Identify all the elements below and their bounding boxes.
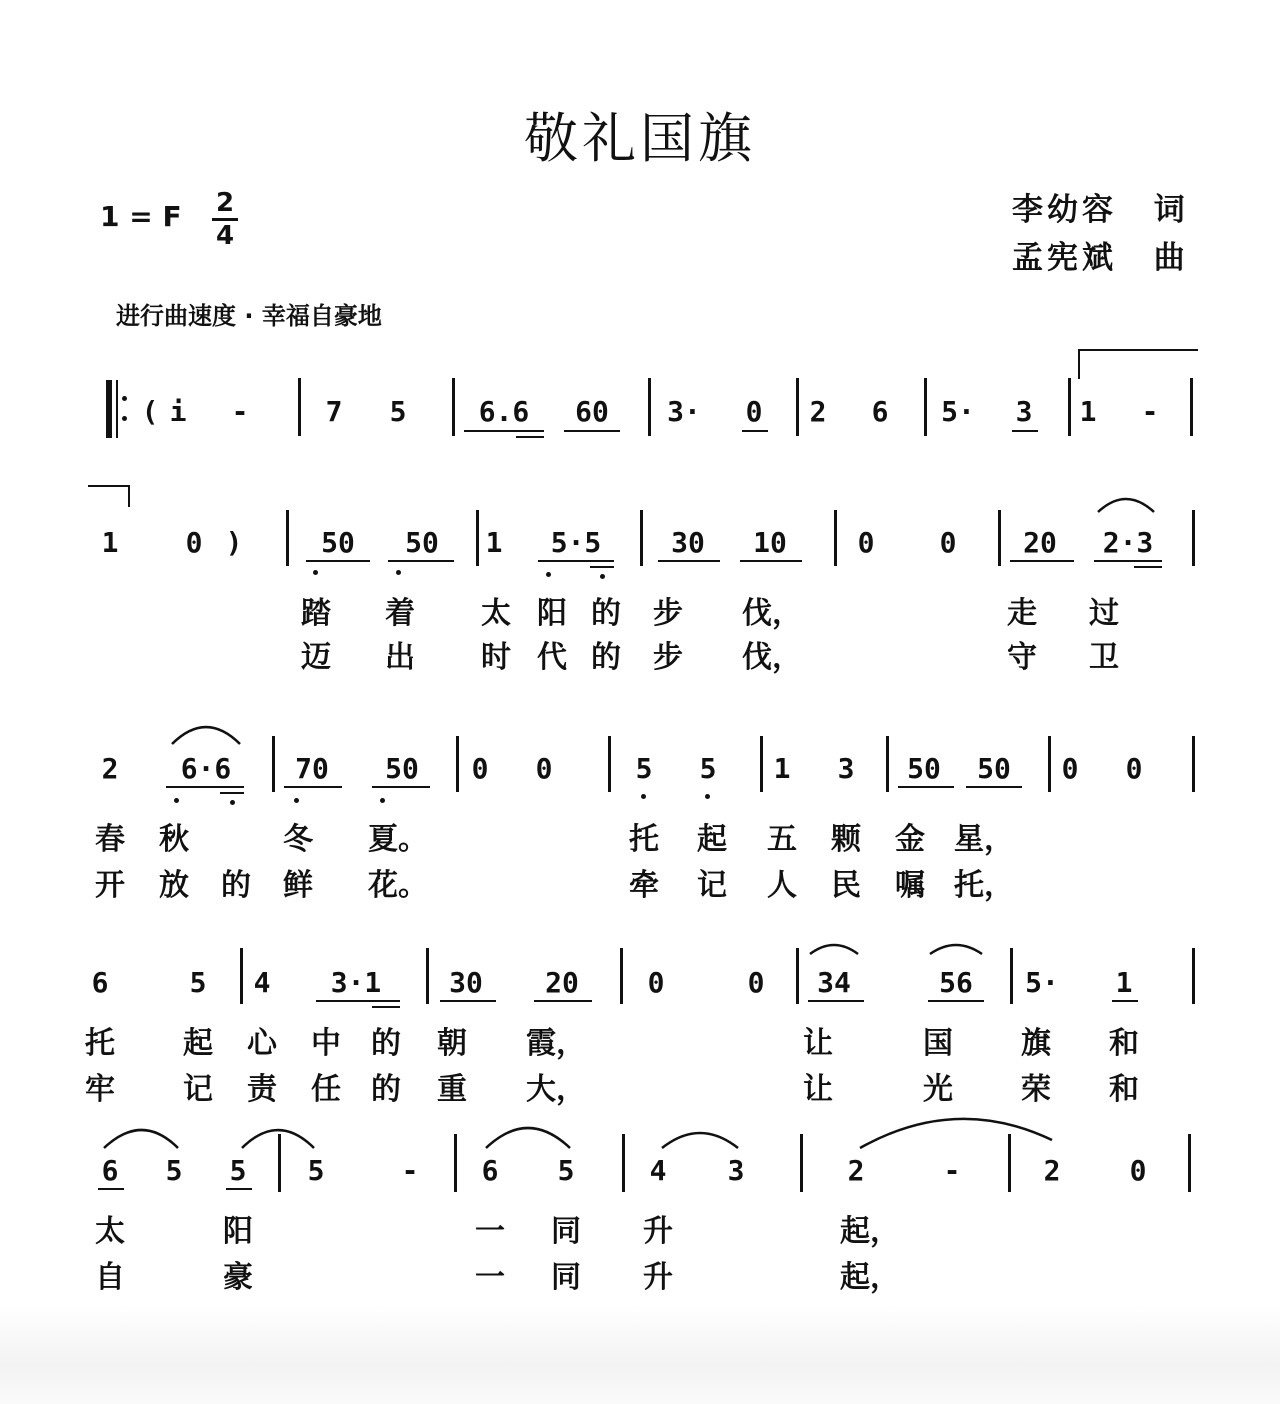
note: 0 (747, 966, 765, 999)
lyric: 放 (159, 868, 189, 903)
note: 5 (699, 752, 717, 785)
lyric: 托， (954, 868, 1014, 903)
note: 5· (1025, 966, 1059, 999)
lyricist-role: 词 (1153, 192, 1189, 228)
lyric: 伐， (742, 596, 802, 631)
lyric: 的 (371, 1026, 401, 1061)
lyric: 守 (1007, 640, 1037, 675)
lyric: 人 (767, 868, 797, 903)
note: 6 (91, 966, 109, 999)
lyric: 阳 (223, 1214, 253, 1249)
note: 1 (485, 526, 503, 559)
time-signature-top: 2 (215, 188, 235, 218)
note: 0 (185, 526, 203, 559)
lyric: 嘱 (895, 868, 925, 903)
lyric: 着 (385, 596, 415, 631)
lyric: 责 (247, 1072, 277, 1107)
note: 5 (557, 1154, 575, 1187)
lyric: 和 (1109, 1072, 1139, 1107)
lyric: 让 (803, 1026, 833, 1061)
lyric: 重 (437, 1072, 467, 1107)
note: 50 (385, 752, 419, 785)
note: 5 (307, 1154, 325, 1187)
note: 6·6 (180, 752, 232, 785)
lyric: 中 (311, 1026, 341, 1061)
note: 4 (649, 1154, 667, 1187)
note: - (401, 1154, 419, 1187)
lyric: 民 (831, 868, 861, 903)
slur (242, 1130, 314, 1148)
note: 30 (449, 966, 483, 999)
note: ( (141, 395, 159, 428)
lyric: 起 (697, 822, 727, 857)
lyric: 太 (95, 1214, 125, 1249)
note: 5 (189, 966, 207, 999)
lyric: 金 (895, 822, 925, 857)
lyric: 颗 (831, 822, 861, 857)
note: 3·1 (330, 966, 382, 999)
note: 0 (745, 395, 763, 428)
lyric: 过 (1089, 596, 1119, 631)
lyric: 夏。 (368, 822, 428, 857)
note: 7 (325, 395, 343, 428)
lyric: 牵 (629, 868, 659, 903)
note: 0 (647, 966, 665, 999)
note: 5 (635, 752, 653, 785)
lyric: 自 (95, 1260, 125, 1295)
slur (104, 1130, 178, 1148)
lyricist-name: 李幼容 (1012, 192, 1117, 228)
note: 0 (1129, 1154, 1147, 1187)
tempo-marking: 进行曲速度 · 幸福自豪地 (116, 302, 382, 330)
slur (486, 1128, 570, 1148)
lyric: 星， (954, 822, 1014, 857)
note: 20 (1023, 526, 1057, 559)
slur (662, 1133, 738, 1148)
lyric: 春 (95, 822, 125, 857)
note: 56 (939, 966, 973, 999)
note: 2 (847, 1154, 865, 1187)
note: 1 (773, 752, 791, 785)
lyric: 太 (481, 596, 511, 631)
song-title: 敬礼国旗 (524, 107, 756, 170)
lyric: 起， (840, 1260, 900, 1295)
note: 3 (727, 1154, 745, 1187)
note: 6 (101, 1154, 119, 1187)
note: 30 (671, 526, 705, 559)
note: 0 (1125, 752, 1143, 785)
note: 4 (253, 966, 271, 999)
lyric: 记 (183, 1072, 213, 1107)
lyric: 走 (1007, 596, 1037, 631)
note: - (943, 1154, 961, 1187)
lyric: 牢 (85, 1072, 115, 1107)
lyric: 让 (803, 1072, 833, 1107)
lyric: 秋 (159, 822, 189, 857)
lyric: 花。 (368, 868, 428, 903)
lyric: 国 (923, 1026, 953, 1061)
lyric: 托 (629, 822, 659, 857)
lyric: 托 (85, 1026, 115, 1061)
lyric: 一 (475, 1214, 505, 1249)
lyric: 和 (1109, 1026, 1139, 1061)
note: 34 (817, 966, 851, 999)
page-bottom-shade (0, 1305, 1280, 1404)
note: 10 (753, 526, 787, 559)
slur (1098, 499, 1154, 512)
lyric: 一 (475, 1260, 505, 1295)
lyric: 的 (591, 596, 621, 631)
lyric: 记 (697, 868, 727, 903)
lyric: 光 (923, 1072, 953, 1107)
lyric: 朝 (437, 1026, 467, 1061)
lyric: 的 (371, 1072, 401, 1107)
lyric: 出 (385, 640, 415, 675)
slur (930, 945, 982, 954)
note: 50 (405, 526, 439, 559)
lyric: 代 (537, 640, 567, 675)
note: - (1141, 395, 1159, 428)
note: 70 (295, 752, 329, 785)
lyric: 旗 (1021, 1026, 1051, 1061)
lyric: 升 (643, 1260, 673, 1295)
note: 6 (481, 1154, 499, 1187)
lyric: 步 (653, 596, 683, 631)
note: 0 (857, 526, 875, 559)
lyric: 卫 (1089, 640, 1119, 675)
note: 20 (545, 966, 579, 999)
note: 0 (1061, 752, 1079, 785)
note: 50 (977, 752, 1011, 785)
note: 2 (101, 752, 119, 785)
lyric: 鲜 (283, 868, 313, 903)
lyric: 同 (551, 1260, 581, 1295)
lyric: 起 (183, 1026, 213, 1061)
lyric: 五 (767, 822, 797, 857)
note: 5· (941, 395, 975, 428)
lyric: 大， (526, 1072, 586, 1107)
note: 1 (101, 526, 119, 559)
lyric: 伐， (742, 640, 802, 675)
lyric: 豪 (223, 1260, 253, 1295)
note: 6.6 (478, 395, 530, 428)
note: 2·3 (1102, 526, 1154, 559)
lyric: 起， (840, 1214, 900, 1249)
note: 50 (907, 752, 941, 785)
lyric: 冬 (283, 822, 313, 857)
note: 3 (837, 752, 855, 785)
lyric: 同 (551, 1214, 581, 1249)
note: 0 (535, 752, 553, 785)
note: 0 (471, 752, 489, 785)
lyric: 心 (247, 1026, 277, 1061)
lyric: 任 (311, 1072, 341, 1107)
slur (810, 945, 858, 954)
slur (860, 1119, 1052, 1148)
note: - (231, 395, 249, 428)
note: 5·5 (550, 526, 602, 559)
note: 3 (1015, 395, 1033, 428)
note: 1 (1079, 395, 1097, 428)
note: 3· (667, 395, 701, 428)
note: 5 (229, 1154, 247, 1187)
note: 5 (389, 395, 407, 428)
lyric: 的 (591, 640, 621, 675)
composer-name: 孟宪斌 (1012, 240, 1117, 276)
lyric: 踏 (301, 596, 331, 631)
note: i (169, 395, 187, 428)
note: 0 (939, 526, 957, 559)
note: ) (225, 526, 243, 559)
lyric: 时 (481, 640, 511, 675)
note: 2 (809, 395, 827, 428)
note: 5 (165, 1154, 183, 1187)
note: 1 (1115, 966, 1133, 999)
composer-role: 曲 (1153, 240, 1189, 276)
note: 2 (1043, 1154, 1061, 1187)
lyric: 迈 (301, 640, 331, 675)
lyric: 阳 (537, 596, 567, 631)
note: 6 (871, 395, 889, 428)
lyric: 霞， (526, 1026, 586, 1061)
lyric: 荣 (1021, 1072, 1051, 1107)
note: 50 (321, 526, 355, 559)
lyric: 升 (643, 1214, 673, 1249)
lyric: 步 (653, 640, 683, 675)
key-signature: 1 = F (100, 200, 182, 233)
lyric: 的 (221, 868, 251, 903)
slur (172, 727, 240, 744)
lyric: 开 (95, 868, 125, 903)
note: 60 (575, 395, 609, 428)
time-signature-bottom: 4 (215, 221, 235, 251)
